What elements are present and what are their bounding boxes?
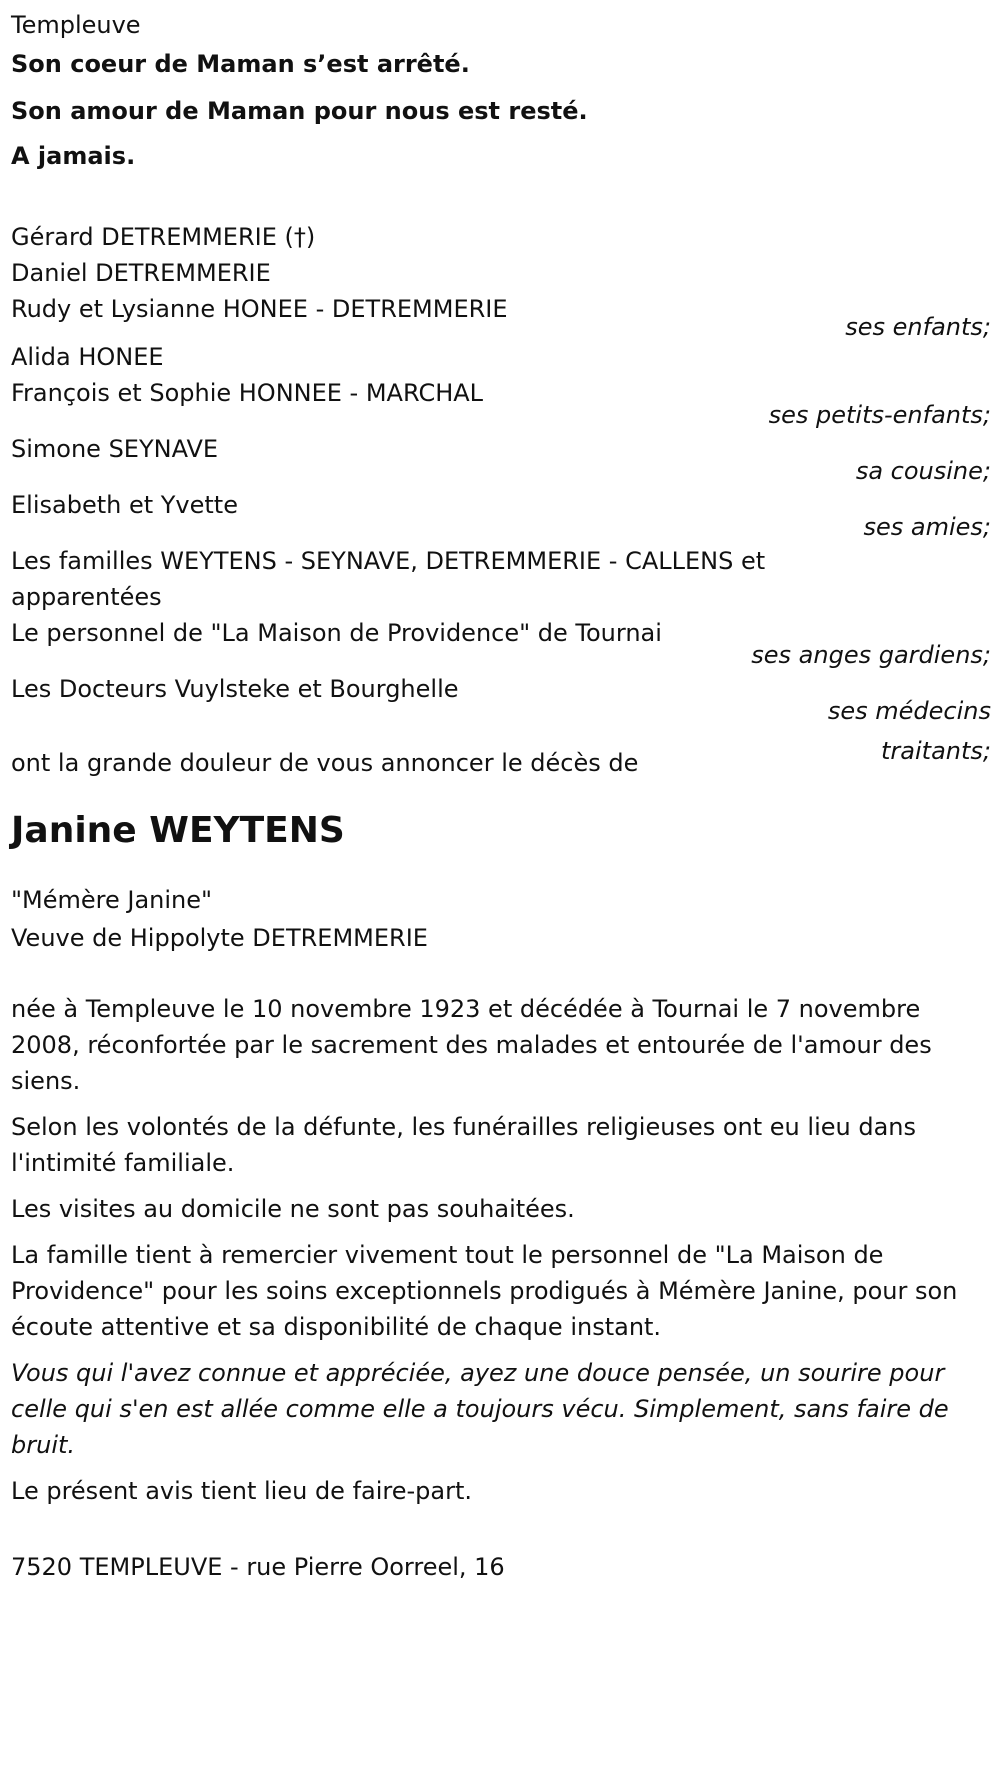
remembrance-paragraph: Vous qui l'avez connue et appréciée, ayez une douce pensée, un sourire pour celle qui s'en est allée comme elle a toujours vécu. Simplement, sans faire de bruit. <box>11 1359 949 1459</box>
family-name: Les Docteurs Vuylsteke et Bourghelle <box>11 675 459 703</box>
family-name: Daniel DETREMMERIE <box>11 259 271 287</box>
thanks-paragraph: La famille tient à remercier vivement tout le personnel de "La Maison de Providence" pour les soins exceptionnels prodigués à Mémère Janine, pour son écoute attentive et sa disponibilité de chaque instant. <box>11 1241 958 1341</box>
closing-paragraph: Le présent avis tient lieu de faire-part. <box>11 1477 473 1505</box>
deceased-widow-of: Veuve de Hippolyte DETREMMERIE <box>11 924 428 952</box>
relation-label: sa cousine; <box>855 457 991 485</box>
family-name: François et Sophie HONNEE - MARCHAL <box>11 379 484 407</box>
relation-label: ses anges gardiens; <box>751 641 991 669</box>
family-name: Simone SEYNAVE <box>11 435 219 463</box>
location: Templeuve <box>11 11 141 39</box>
family-group-children <box>11 219 991 339</box>
family-group-cousin <box>11 431 991 487</box>
family-name: Rudy et Lysianne HONEE - DETREMMERIE <box>11 295 508 323</box>
family-group-grandchildren <box>11 339 991 431</box>
family-name: Le personnel de "La Maison de Providence" de Tournai <box>11 619 662 647</box>
relation-label: ses amies; <box>863 513 991 541</box>
family-name: Les familles WEYTENS - SEYNAVE, DETREMMERIE - CALLENS et apparentées <box>11 547 766 611</box>
announcement-text: ont la grande douleur de vous annoncer le décès de <box>11 749 639 777</box>
family-name: Elisabeth et Yvette <box>11 491 238 519</box>
family-group-friends <box>11 487 991 543</box>
poem-line-1: Son coeur de Maman s’est arrêté. <box>11 50 470 78</box>
family-name: Gérard DETREMMERIE (†) <box>11 223 316 251</box>
visits-paragraph: Les visites au domicile ne sont pas souhaitées. <box>11 1195 575 1223</box>
address: 7520 TEMPLEUVE - rue Pierre Oorreel, 16 <box>11 1553 505 1581</box>
deceased-name: Janine WEYTENS <box>11 810 345 851</box>
poem-line-3: A jamais. <box>11 142 136 170</box>
deceased-nickname: "Mémère Janine" <box>11 886 213 914</box>
family-name: Alida HONEE <box>11 343 164 371</box>
relation-label: ses enfants; <box>845 313 991 341</box>
funeral-paragraph: Selon les volontés de la défunte, les funérailles religieuses ont eu lieu dans l'intimité familiale. <box>11 1113 916 1177</box>
birth-death-paragraph: née à Templeuve le 10 novembre 1923 et décédée à Tournai le 7 novembre 2008, réconfortée par le sacrement des malades et entourée de l'amour des siens. <box>11 995 932 1095</box>
relation-label: ses médecins traitants; <box>827 697 991 765</box>
family-group-guardians <box>11 543 991 671</box>
obituary-notice <box>11 5 991 1585</box>
poem-line-2: Son amour de Maman pour nous est resté. <box>11 97 588 125</box>
relation-label: ses petits-enfants; <box>768 401 991 429</box>
